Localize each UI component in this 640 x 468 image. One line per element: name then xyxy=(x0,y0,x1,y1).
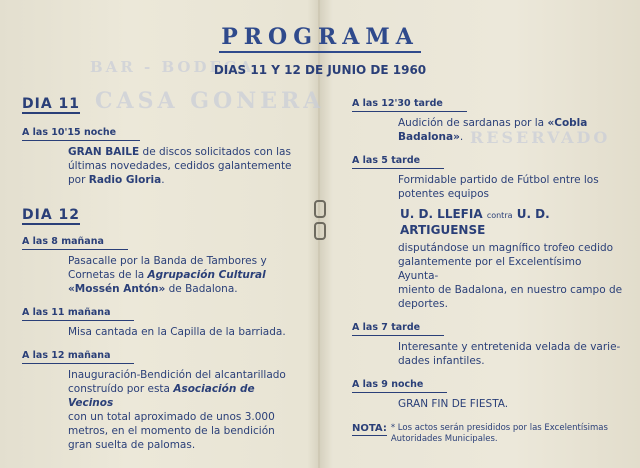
time-12-manana: A las 12 mañana xyxy=(22,349,134,364)
page-title: PROGRAMA xyxy=(219,24,421,53)
cobla-label: «Cobla xyxy=(547,117,588,129)
right-column xyxy=(352,96,624,445)
time-9-noche: A las 9 noche xyxy=(352,378,447,393)
inauguracion-text-4: metros, en el momento de la bendición xyxy=(68,425,275,437)
gran-baile-text-1: de discos solicitados con las xyxy=(139,146,291,158)
velada-text-2: dades infantiles. xyxy=(398,355,485,367)
page-header xyxy=(0,24,640,77)
trophy-text-2: galantemente por el Excelentísimo Ayunta- xyxy=(398,256,582,282)
event-sardanas xyxy=(398,116,624,144)
trophy-text-4: deportes. xyxy=(398,298,448,310)
event-fin-fiesta xyxy=(398,397,624,411)
time-1230-tarde: A las 12'30 tarde xyxy=(352,97,467,112)
team-llefia: U. D. LLEFIA xyxy=(400,207,483,221)
inauguracion-text-3: con un total aproximado de unos 3.000 xyxy=(68,411,275,423)
event-misa xyxy=(68,325,294,339)
pasacalle-text-1: Pasacalle por la Banda de Tambores y xyxy=(68,255,267,267)
watermark-casa-gonera: CASA GONERA xyxy=(95,88,325,114)
day-12-heading: DIA 12 xyxy=(22,207,81,223)
pasacalle-text-3: de Badalona. xyxy=(165,283,238,295)
event-gran-baile xyxy=(68,145,294,187)
time-7-tarde: A las 7 tarde xyxy=(352,321,444,336)
event-dates: DIAS 11 Y 12 DE JUNIO DE 1960 xyxy=(213,63,427,77)
radio-gloria: Radio Gloria xyxy=(88,174,162,186)
event-futbol xyxy=(398,173,624,201)
staple-bottom xyxy=(314,222,326,240)
time-5-tarde: A las 5 tarde xyxy=(352,154,444,169)
gran-baile-text-3: por xyxy=(68,174,89,186)
match-teams xyxy=(400,207,624,237)
note-block xyxy=(352,423,624,445)
note-text-1: * Los actos serán presididos por las Excelentísimas xyxy=(390,423,608,433)
day-11-heading: DIA 11 xyxy=(22,96,81,112)
pasacalle-text-2: Cornetas de la xyxy=(68,269,148,281)
asociacion-vecinos: Asociación de Vecinos xyxy=(68,383,255,409)
gran-baile-label: GRAN BAILE xyxy=(68,146,140,158)
trophy-text-3: miento de Badalona, en nuestro campo de xyxy=(398,284,623,296)
note-text xyxy=(391,423,608,445)
note-label: NOTA: xyxy=(352,423,387,434)
sardanas-text-1: Audición de sardanas por la xyxy=(398,117,548,129)
inauguracion-text-2: construído por esta xyxy=(68,383,174,395)
team-artiguense: U. D. ARTIGUENSE xyxy=(400,207,550,237)
cobla-badalona: Badalona» xyxy=(398,131,460,143)
event-futbol-trophy xyxy=(398,241,624,311)
event-pasacalle xyxy=(68,254,294,296)
left-column xyxy=(22,96,294,452)
futbol-text-1: Formidable partido de Fútbol entre los xyxy=(398,174,599,186)
gran-baile-period: . xyxy=(161,174,165,186)
time-11-manana: A las 11 mañana xyxy=(22,306,134,321)
staple-top xyxy=(314,200,326,218)
note-text-2: Autoridades Municipales. xyxy=(390,434,498,444)
mossen-anton: «Mossén Antón» xyxy=(68,283,166,295)
event-velada xyxy=(398,340,624,368)
versus-label: contra xyxy=(486,211,513,220)
inauguracion-text-5: gran suelta de palomas. xyxy=(68,439,196,451)
agrupacion-cultural: Agrupación Cultural xyxy=(147,269,266,281)
trophy-text-1: disputándose un magnífico trofeo cedido xyxy=(398,242,614,254)
futbol-text-2: potentes equipos xyxy=(398,188,489,200)
event-inauguracion xyxy=(68,368,294,452)
watermark-reservado: RESERVADO xyxy=(470,128,611,147)
inauguracion-text-1: Inauguración-Bendición del alcantarillado xyxy=(68,369,286,381)
time-1015-noche: A las 10'15 noche xyxy=(22,126,140,141)
sardanas-period: . xyxy=(459,131,464,143)
fin-fiesta-text: GRAN FIN DE FIESTA. xyxy=(398,398,509,410)
velada-text-1: Interesante y entretenida velada de varie- xyxy=(398,341,621,353)
watermark-bar-bodega: BAR - BODEGA xyxy=(90,58,255,76)
time-8-manana: A las 8 mañana xyxy=(22,235,128,250)
misa-text: Misa cantada en la Capilla de la barriada. xyxy=(68,326,286,338)
gran-baile-text-2: últimas novedades, cedidos galantemente xyxy=(68,160,292,172)
